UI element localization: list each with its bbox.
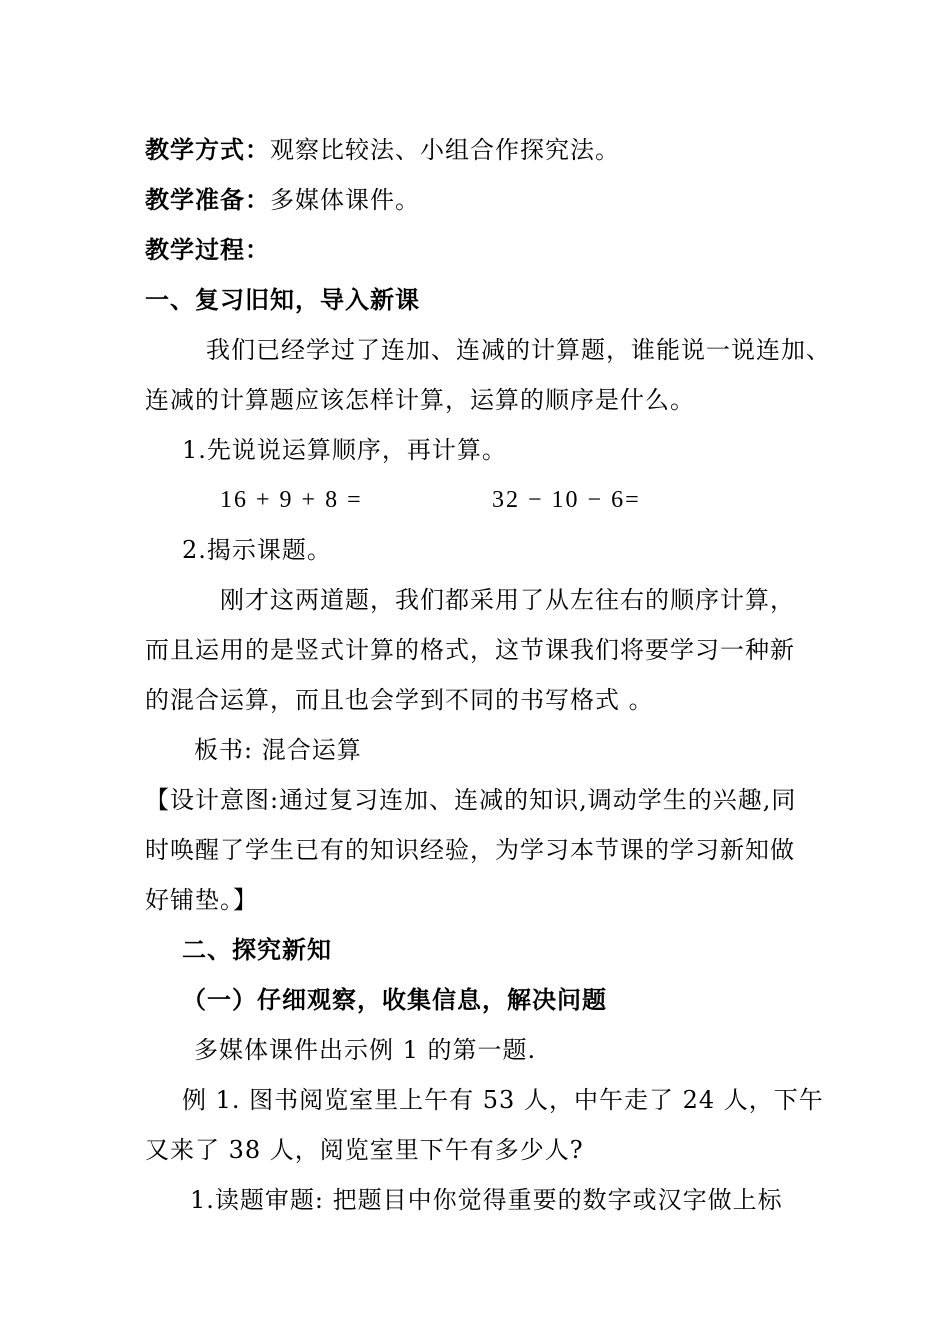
section1-item1: 1.先说说运算顺序，再计算。 [182,436,507,464]
design-intent-line2: 时唤醒了学生已有的知识经验，为学习本节课的学习新知做 [145,836,795,864]
section1-para2-line3: 的混合运算，而且也会学到不同的书写格式 。 [145,686,654,714]
section1-heading: 一、复习旧知，导入新课 [145,286,420,314]
design-intent-line3: 好铺垫。】 [145,886,258,914]
example1-line2: 又来了 38 人，阅览室里下午有多少人? [145,1136,584,1164]
expression-1: 16 + 9 + 8 = [220,487,363,513]
teaching-method-line [145,134,620,166]
teaching-process-label: 教学过程： [145,236,270,264]
section1-item2: 2.揭示课题。 [182,536,332,564]
design-intent-line1: 【设计意图:通过复习连加、连减的知识,调动学生的兴趣,同 [145,786,797,814]
section2-heading: 二、探究新知 [182,936,332,964]
board-writing: 板书: 混合运算 [194,736,362,764]
teaching-method-value: 观察比较法、小组合作探究法。 [270,136,620,164]
teaching-prep-value: 多媒体课件。 [270,186,420,214]
teaching-prep-line [145,184,420,216]
section1-para1-line1: 我们已经学过了连加、连减的计算题，谁能说一说连加、 [206,336,831,364]
section1-para1-line2: 连减的计算题应该怎样计算，运算的顺序是什么。 [145,386,695,414]
teaching-method-label: 教学方式： [145,136,270,164]
section1-para2-line2: 而且运用的是竖式计算的格式，这节课我们将要学习一种新 [145,636,795,664]
expression-2: 32 − 10 − 6= [492,487,641,513]
teaching-prep-label: 教学准备： [145,186,270,214]
section2-step1: 1.读题审题: 把题目中你觉得重要的数字或汉字做上标 [190,1186,783,1214]
example1-line1: 例 1. 图书阅览室里上午有 53 人，中午走了 24 人，下午 [182,1086,824,1114]
section2-subheading: （一）仔细观察，收集信息，解决问题 [182,986,607,1014]
section2-show-text: 多媒体课件出示例 1 的第一题. [194,1036,537,1064]
section1-para2-line1: 刚才这两道题，我们都采用了从左往右的顺序计算， [220,586,795,614]
